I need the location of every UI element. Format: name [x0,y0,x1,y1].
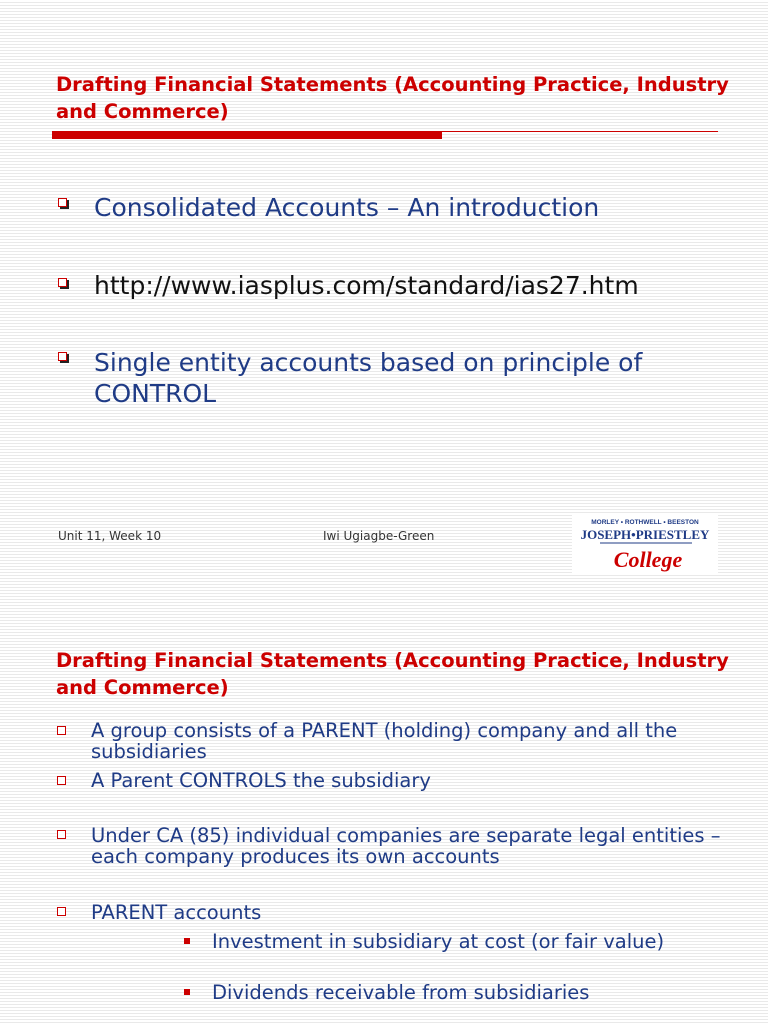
bullet-icon [58,198,67,207]
bullet-text: A Parent CONTROLS the subsidiary [91,769,431,792]
bullet-icon [57,830,66,839]
bullet-text: PARENT accounts [91,901,262,924]
bullet-icon [57,907,66,916]
slide-2 [0,580,768,1024]
footer-unit: Unit 11, Week 10 [58,529,162,543]
slide-1-title: Drafting Financial Statements (Accounting Practice, Industry and Commerce) [56,73,729,123]
bullet-icon [57,726,66,735]
college-logo-graphic [572,515,718,575]
logo-line1: MORLEY • ROTHWELL • BEESTON [591,519,699,526]
sub-bullet-text: Investment in subsidiary at cost (or fair value) [212,930,665,953]
sub-bullet-icon [184,938,190,944]
logo-line3: College [613,547,683,572]
bullet-icon [57,776,66,785]
url-link[interactable]: http://www.iasplus.com/standard/ias27.htm [94,271,639,300]
bullet-text: Single entity accounts based on principle of CONTROL [94,348,643,408]
bullet-text: Under CA (85) individual companies are separate legal entities – each company produces its own accounts [91,824,721,868]
footer-author: Iwi Ugiagbe-Green [323,529,435,543]
college-logo [572,515,718,575]
bullet-text: Consolidated Accounts – An introduction [94,193,600,222]
slide-2-title: Drafting Financial Statements (Accounting Practice, Industry and Commerce) [56,649,729,699]
bullet-icon [58,352,67,361]
bullet-text: A group consists of a PARENT (holding) company and all the subsidiaries [91,719,678,763]
bullet-icon [58,278,67,287]
sub-bullet-text: Dividends receivable from subsidiaries [212,981,590,1004]
logo-line2: JOSEPH•PRIESTLEY [580,527,710,542]
sub-bullet-icon [184,989,190,995]
title-rule-thick [52,132,442,139]
